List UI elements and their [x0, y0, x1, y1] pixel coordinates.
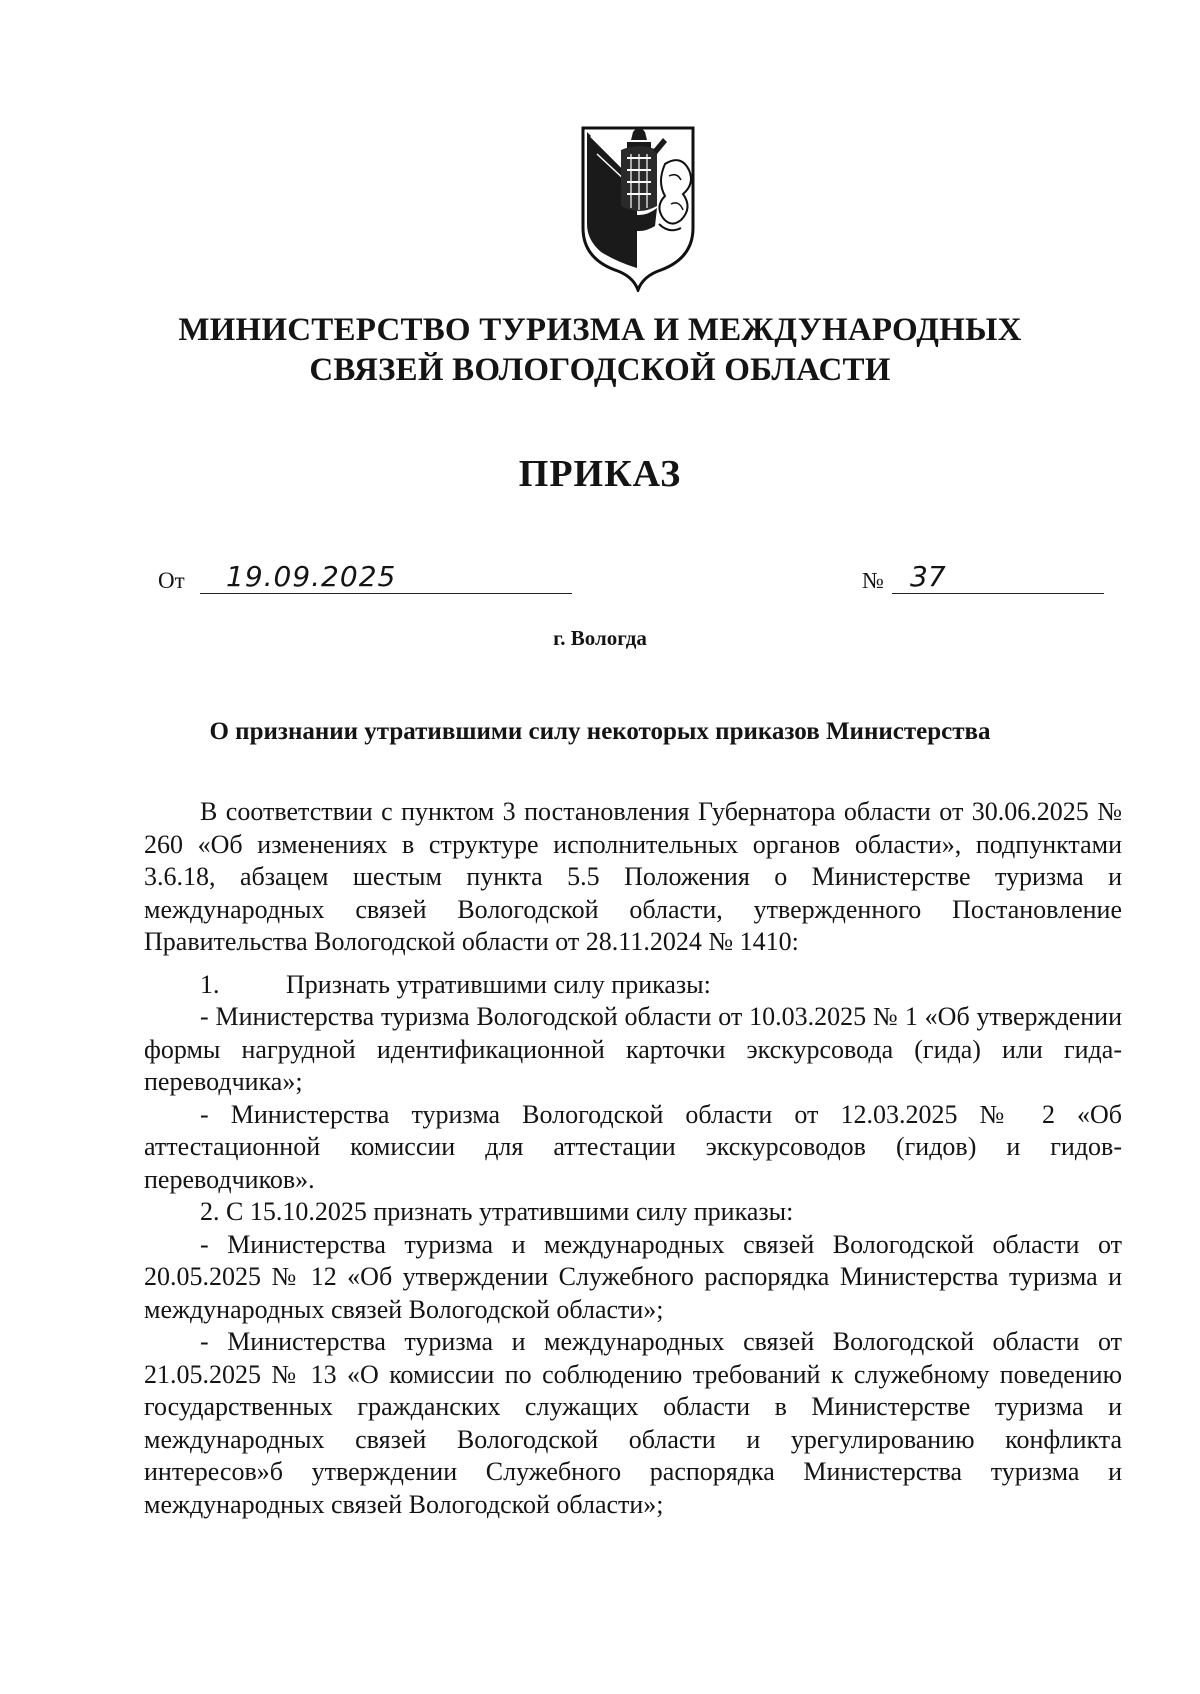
city-name: г. Вологда	[553, 626, 647, 650]
item-1	[144, 969, 1122, 1002]
item-2-sub-2: - Министерства туризма и международных связей Вологодской области от 21.05.2025 № 13 «О комиссии по соблюдению требований к служебному поведению государственных гражданских служащих области в Министерстве туризма и международных связей Вологодской области и урегулированию конфликта интересов»б утверждении Служебного распорядка Министерства туризма и международных связей Вологодской области»;	[144, 1327, 1122, 1519]
document-body	[144, 796, 1122, 1521]
item-1-sub-2: - Министерства туризма Вологодской области от 12.03.2025 № 2 «Об аттестационной комиссии для аттестации экскурсоводов (гидов) и гидов-переводчиков».	[144, 1099, 1122, 1194]
ministry-name-line2: СВЯЗЕЙ ВОЛОГОДСКОЙ ОБЛАСТИ	[309, 352, 891, 388]
date-label: От	[158, 568, 185, 593]
document-type-title: ПРИКАЗ	[518, 453, 682, 495]
date-value-handwritten: 19.09.2025	[200, 560, 572, 594]
item-1-number: 1.	[200, 969, 220, 999]
item-2: 2. С 15.10.2025 признать утратившими силу приказы:	[200, 1197, 794, 1226]
document-details-row	[158, 560, 1104, 610]
item-2-sub-1: - Министерства туризма и международных связей Вологодской области от 20.05.2025 № 12 «Об утверждении Служебного распорядка Министерства туризма и международных связей Вологодской области»;	[144, 1229, 1122, 1324]
vologda-coat-of-arms-icon	[577, 124, 699, 292]
preamble-paragraph: В соответствии с пунктом 3 постановления Губернатора области от 30.06.2025 № 260 «Об изменениях в структуре исполнительных органов области», подпунктами 3.6.18, абзацем шестым пункта 5.5 Положения о Министерстве туризма и международных связей Вологодской области, утвержденного Постановление Правительства Вологодской области от 28.11.2024 № 1410:	[144, 797, 1122, 956]
ministry-name-line1: МИНИСТЕРСТВО ТУРИЗМА И МЕЖДУНАРОДНЫХ	[178, 312, 1022, 348]
number-value-handwritten: 37	[892, 560, 1104, 594]
item-1-sub-1: - Министерства туризма Вологодской области от 10.03.2025 № 1 «Об утверждении формы нагрудной идентификационной карточки экскурсовода (гида) или гида-переводчика»;	[144, 1002, 1122, 1096]
item-1-text: Признать утратившими силу приказы:	[286, 969, 711, 999]
document-subject: О признании утратившими силу некоторых приказов Министерства	[209, 718, 991, 745]
ministry-name	[100, 310, 1100, 390]
number-label: №	[862, 568, 884, 593]
